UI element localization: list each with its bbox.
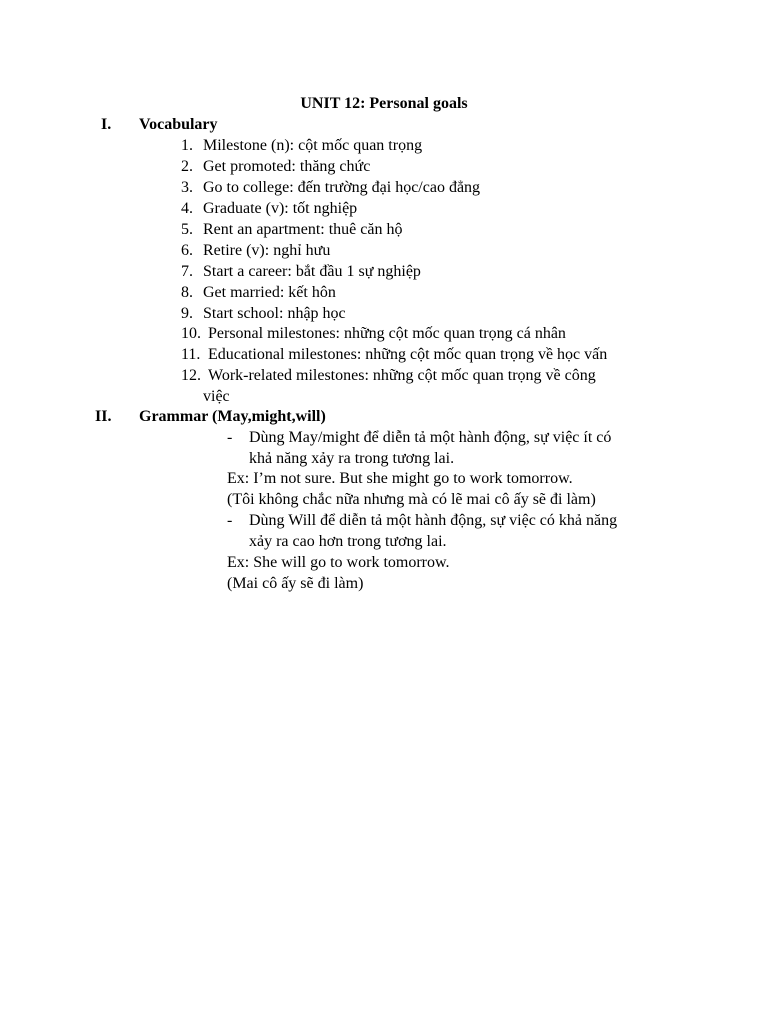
bullet-2-text: Dùng Will để diễn tả một hành động, sự việc có khả năng [249, 512, 618, 529]
list-item-text: Get promoted: thăng chức [203, 158, 371, 175]
list-item [181, 283, 336, 303]
bullet-2-text-cont: xảy ra cao hơn trong tương lai. [249, 533, 447, 550]
bullet-dash: - [227, 429, 233, 446]
list-item-text: Get married: kết hôn [203, 284, 336, 301]
example-1: Ex: I’m not sure. But she might go to work tomorrow. [227, 470, 573, 487]
list-item-text: Milestone (n): cột mốc quan trọng [203, 137, 423, 154]
list-item [181, 199, 357, 219]
list-item [181, 262, 421, 282]
list-item-number: 12. [181, 367, 201, 384]
list-item-text: Retire (v): nghỉ hưu [203, 242, 331, 259]
list-item [181, 366, 596, 386]
list-item [181, 324, 566, 344]
list-item [181, 304, 346, 324]
list-item [181, 241, 330, 261]
list-item-text: Educational milestones: những cột mốc quan trọng về học vấn [208, 346, 608, 363]
list-item-text: Start a career: bắt đầu 1 sự nghiệp [203, 263, 421, 280]
section-2-numeral: II. [95, 408, 112, 425]
list-item-text: Start school: nhập học [203, 305, 346, 322]
bullet-1-text-cont: khả năng xảy ra trong tương lai. [249, 450, 455, 467]
section-1-heading: Vocabulary [139, 116, 218, 133]
list-item [181, 178, 480, 198]
bullet-dash: - [227, 512, 233, 529]
bullet-1-text: Dùng May/might để diễn tả một hành động, sự việc ít có [249, 429, 612, 446]
list-item-number: 1. [181, 137, 193, 154]
list-item-text: Rent an apartment: thuê căn hộ [203, 221, 403, 238]
translation-1: (Tôi không chắc nữa nhưng mà có lẽ mai cô ấy sẽ đi làm) [227, 491, 596, 508]
list-item [181, 345, 607, 365]
example-2: Ex: She will go to work tomorrow. [227, 554, 450, 571]
list-item-number: 2. [181, 158, 193, 175]
list-item [181, 136, 422, 156]
list-item-text: Work-related milestones: những cột mốc quan trọng về công [208, 367, 596, 384]
list-item-number: 3. [181, 179, 193, 196]
list-item-number: 7. [181, 263, 193, 280]
list-item-text: Personal milestones: những cột mốc quan trọng cá nhân [208, 325, 566, 342]
list-item-text: Go to college: đến trường đại học/cao đẳng [203, 179, 481, 196]
list-item-number: 9. [181, 305, 193, 322]
list-item-text: Graduate (v): tốt nghiệp [203, 200, 358, 217]
list-item [181, 157, 370, 177]
list-item-number: 4. [181, 200, 193, 217]
page-title: UNIT 12: Personal goals [300, 95, 468, 112]
list-item-number: 8. [181, 284, 193, 301]
section-1-numeral: I. [101, 116, 112, 133]
list-item-number: 10. [181, 325, 201, 342]
list-item-number: 11. [181, 346, 201, 363]
section-2-heading: Grammar (May,might,will) [139, 408, 326, 425]
list-item-number: 6. [181, 242, 193, 259]
list-item-continuation: việc [203, 388, 230, 405]
list-item [181, 220, 402, 240]
translation-2: (Mai cô ấy sẽ đi làm) [227, 575, 364, 592]
list-item-number: 5. [181, 221, 193, 238]
